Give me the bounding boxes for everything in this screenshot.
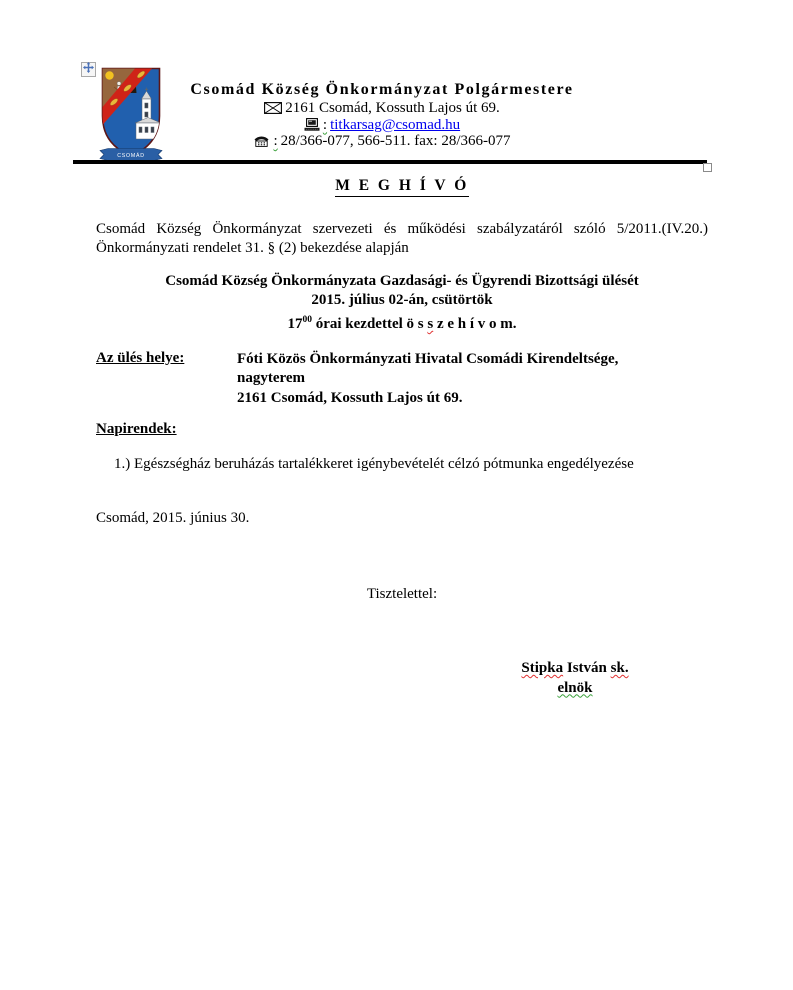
location-line-3: 2161 Csomád, Kossuth Lajos út 69. — [237, 389, 463, 406]
email-line — [96, 117, 668, 134]
organization-title: Csomád Község Önkormányzat Polgármestere — [190, 81, 574, 98]
signature-name-part2: István — [563, 660, 611, 676]
meeting-time: 17 — [287, 315, 303, 332]
computer-icon — [304, 118, 320, 131]
move-arrows-icon — [83, 61, 94, 78]
meeting-line-2: 2015. július 02-án, csütörtök — [311, 292, 493, 309]
document-heading-text: M E G H Í V Ó — [335, 177, 469, 197]
location-line-2: nagyterem — [237, 370, 306, 387]
location-details — [237, 350, 657, 408]
agenda-item-1: 1.) Egészségház beruházás tartalékkeret igénybevételét célzó pótmunka engedélyezése — [114, 456, 634, 472]
envelope-icon — [264, 102, 282, 114]
date-line: Csomád, 2015. június 30. — [96, 510, 250, 526]
signature-name — [460, 659, 690, 679]
signature-name-part1: Stipka — [521, 660, 564, 676]
location-label: Az ülés helye: — [96, 350, 185, 366]
phone-text: 28/366-077, 566-511. fax: 28/366-077 — [280, 133, 511, 150]
meeting-announcement — [96, 272, 708, 334]
intro-paragraph — [96, 220, 708, 257]
email-link[interactable]: titkarsag@csomad.hu — [330, 116, 461, 133]
crest-banner-text: CSOMÁD — [117, 153, 145, 159]
phone-separator: : — [273, 133, 278, 150]
meeting-time-rest-c: z e h í v o m. — [433, 315, 517, 332]
intro-line-2: Önkormányzati rendelet 31. § (2) bekezdése alapján — [96, 239, 409, 256]
signature-name-part3: sk. — [610, 660, 629, 676]
location-line-1: Fóti Közös Önkormányzati Hivatal Csomádi Kirendeltsége, — [237, 351, 619, 367]
document-heading — [96, 177, 708, 197]
letterhead — [96, 80, 668, 150]
signature-block — [460, 659, 690, 698]
meeting-time-sup: 00 — [302, 314, 312, 325]
meeting-line-3 — [96, 311, 708, 334]
meeting-time-rest-b: s — [427, 315, 434, 332]
object-move-handle[interactable] — [81, 62, 96, 77]
agenda-label: Napirendek: — [96, 421, 177, 437]
address-text: 2161 Csomád, Kossuth Lajos út 69. — [285, 100, 500, 116]
address-line — [96, 100, 668, 117]
signature-title: elnök — [557, 679, 593, 696]
email-separator: : — [322, 116, 328, 133]
meeting-time-rest-a: órai kezdettel ö s — [311, 315, 428, 332]
header-divider-line — [73, 160, 707, 164]
crest-sun — [105, 71, 113, 79]
closing-salutation: Tisztelettel: — [366, 586, 438, 602]
object-resize-handle[interactable] — [703, 163, 712, 172]
phone-line — [96, 133, 668, 150]
intro-line-1: Csomád Község Önkormányzat szervezeti és működési szabályzatáról szóló 5/2011.(IV.20.) — [96, 221, 708, 237]
phone-fax-icon — [253, 135, 270, 147]
meeting-line-1: Csomád Község Önkormányzata Gazdasági- és Ügyrendi Bizottsági ülését — [165, 273, 639, 289]
